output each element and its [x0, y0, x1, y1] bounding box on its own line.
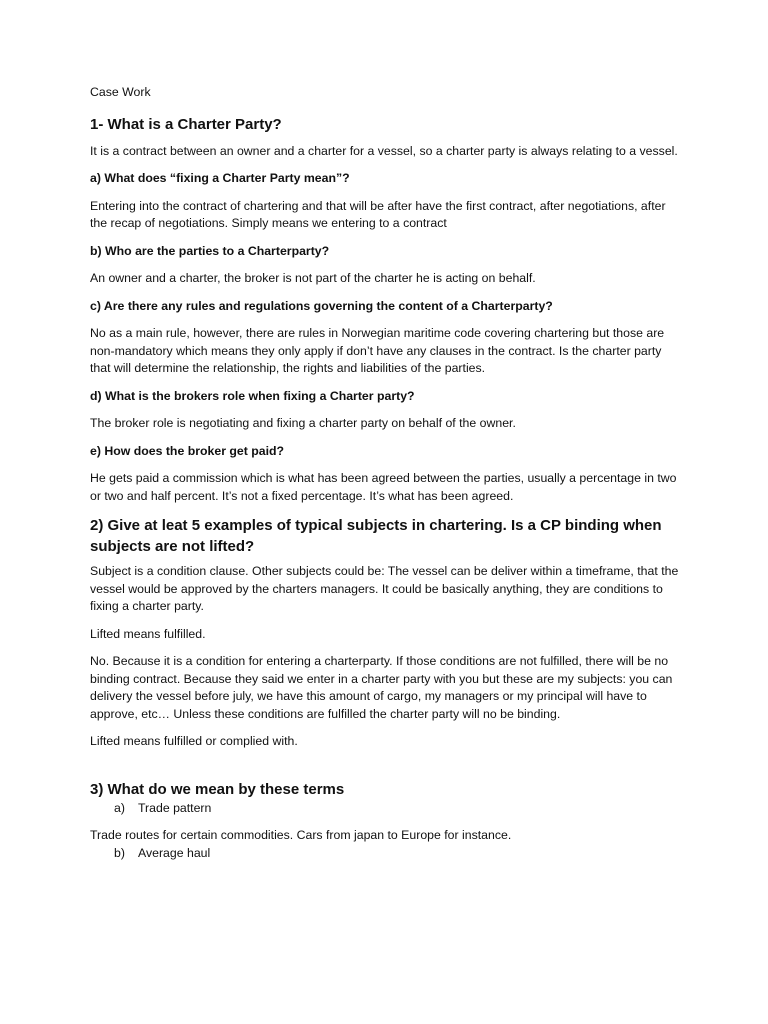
question-3b-label: Average haul: [138, 845, 211, 860]
question-b-answer: An owner and a charter, the broker is not part of the charter he is acting on behalf.: [90, 271, 536, 285]
question-1-heading: 1- What is a Charter Party?: [90, 115, 282, 133]
question-3-heading: 3) What do we mean by these terms: [90, 780, 345, 798]
question-c-heading: c) Are there any rules and regulations governing the content of a Charterparty?: [90, 298, 553, 313]
question-2-answer-4: Lifted means fulfilled or complied with.: [90, 734, 298, 748]
question-3a-answer: Trade routes for certain commodities. Cars from japan to Europe for instance.: [90, 828, 512, 842]
question-2-answer-3: No. Because it is a condition for entering a charterparty. If those conditions are not fulfilled, there will be no binding contract. Because they said we enter in a charter party with you but these are my subjects: you can delivery the vessel before july, we have this amount of cargo, my managers or my principal will have to approve, etc… Unless these conditions are fulfilled the charter party will no be binding.: [90, 654, 673, 721]
document-page: [90, 84, 680, 862]
question-1-answer: It is a contract between an owner and a charter for a vessel, so a charter party is always relating to a vessel.: [90, 143, 678, 158]
question-2-answer-1: Subject is a condition clause. Other subjects could be: The vessel can be deliver within a timeframe, that the vessel would be approved by the charters managers. It could be basically anything, they are conditions to fixing a charter party.: [90, 564, 679, 613]
question-a-answer: Entering into the contract of chartering and that will be after have the first contract, after negotiations, after the recap of negotiations. Simply means we entering to a contract: [90, 198, 666, 230]
question-c-answer: No as a main rule, however, there are rules in Norwegian maritime code covering chartering but those are non-mandatory which means they only apply if don’t have any clauses in the contract. Is the charter party that will determine the relationship, the rights and liabilities of the parties.: [90, 326, 665, 375]
question-d-heading: d) What is the brokers role when fixing a Charter party?: [90, 388, 415, 403]
question-a-heading: a) What does “fixing a Charter Party mean”?: [90, 171, 350, 185]
question-3b-item: [90, 845, 680, 863]
question-d-answer: The broker role is negotiating and fixing a charter party on behalf of the owner.: [90, 416, 516, 430]
question-3a-label: Trade pattern: [138, 800, 212, 815]
question-2-heading: 2) Give at leat 5 examples of typical subjects in chartering. Is a CP binding when subjects are not lifted?: [90, 517, 662, 555]
list-marker: b): [114, 845, 125, 860]
question-3a-item: [90, 800, 680, 818]
question-2-answer-2: Lifted means fulfilled.: [90, 626, 206, 641]
list-marker: a): [114, 800, 125, 815]
question-b-heading: b) Who are the parties to a Charterparty?: [90, 243, 330, 258]
question-e-heading: e) How does the broker get paid?: [90, 443, 285, 458]
document-header: Case Work: [90, 85, 151, 99]
question-e-answer: He gets paid a commission which is what has been agreed between the parties, usually a percentage in two or two and half percent. It’s not a fixed percentage. It’s what has been agreed.: [90, 471, 677, 503]
